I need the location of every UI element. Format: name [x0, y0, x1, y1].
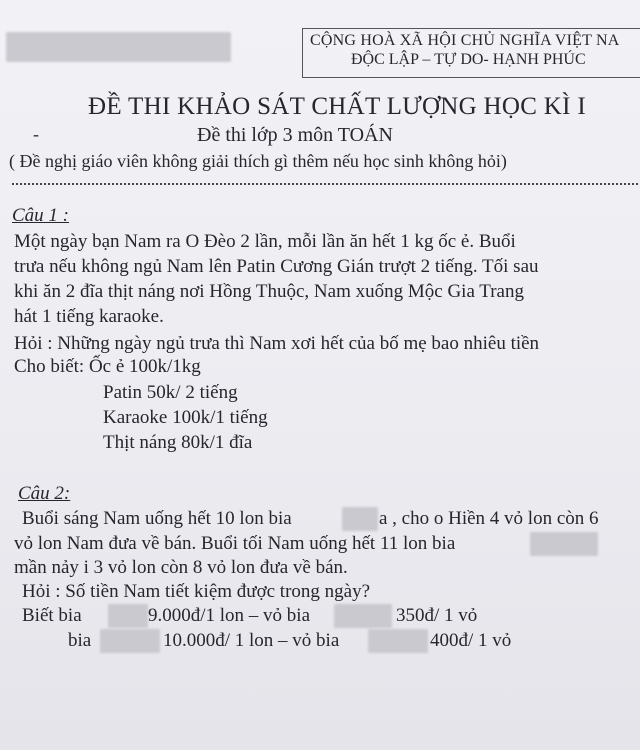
national-motto-line1: CỘNG HOÀ XÃ HỘI CHỦ NGHĨA VIỆT NA	[310, 32, 620, 49]
redacted-beer-brand	[530, 532, 598, 556]
question-2-line: vỏ lon Nam đưa về bán. Buổi tối Nam uống hết 11 lon bia	[14, 533, 456, 554]
question-2-price: bia	[68, 630, 92, 651]
question-2-price: 9.000đ/1 lon – vỏ bia	[148, 605, 311, 626]
question-2-ask: Hỏi : Số tiền Nam tiết kiệm được trong ngày?	[22, 581, 371, 602]
question-1-heading: Câu 1 :	[12, 205, 69, 226]
dotted-separator	[12, 183, 640, 185]
title-dash: -	[33, 124, 39, 144]
question-2-price: Biết bia	[22, 605, 82, 626]
exam-note: ( Đề nghị giáo viên không giải thích gì thêm nếu học sinh không hỏi)	[9, 151, 507, 171]
exam-title: ĐỀ THI KHẢO SÁT CHẤT LƯỢNG HỌC KÌ I	[88, 93, 586, 120]
redacted-beer-brand	[342, 507, 378, 531]
price-item: Thịt náng 80k/1 đĩa	[103, 432, 253, 453]
question-1-line: hát 1 tiếng karaoke.	[14, 306, 164, 327]
question-2-line: a , cho o Hiền 4 vỏ lon còn 6	[379, 508, 599, 529]
question-2-line: Buổi sáng Nam uống hết 10 lon bia	[22, 508, 292, 529]
redacted-beer-brand	[368, 629, 428, 653]
question-2-price: 400đ/ 1 vỏ	[430, 630, 512, 651]
redacted-beer-brand	[334, 604, 392, 628]
question-1-line: khi ăn 2 đĩa thịt náng nơi Hồng Thuộc, Nam xuống Mộc Gia Trang	[14, 281, 524, 302]
price-item: Patin 50k/ 2 tiếng	[103, 382, 238, 403]
question-2-heading: Câu 2:	[18, 483, 71, 504]
question-2-price: 10.000đ/ 1 lon – vỏ bia	[163, 630, 340, 651]
price-item: Karaoke 100k/1 tiếng	[103, 407, 268, 428]
question-2-line: mần nảy i 3 vỏ lon còn 8 vỏ lon đưa về bán.	[14, 557, 348, 578]
national-motto-line2: ĐỘC LẬP – TỰ DO- HẠNH PHÚC	[351, 51, 586, 68]
question-2-price: 350đ/ 1 vỏ	[396, 605, 478, 626]
question-1-line: Một ngày bạn Nam ra O Đèo 2 lần, mỗi lần ăn hết 1 kg ốc ẻ. Buổi	[14, 231, 516, 252]
redacted-beer-brand	[100, 629, 160, 653]
redacted-beer-brand	[108, 604, 148, 628]
question-1-ask: Hỏi : Những ngày ngủ trưa thì Nam xơi hết của bố mẹ bao nhiêu tiền	[14, 333, 540, 354]
exam-subtitle: Đề thi lớp 3 môn TOÁN	[197, 124, 393, 146]
redacted-school-name	[6, 32, 231, 62]
question-1-given: Cho biết: Ốc ẻ 100k/1kg	[14, 356, 201, 377]
question-1-line: trưa nếu không ngủ Nam lên Patin Cương Gián trượt 2 tiếng. Tối sau	[14, 256, 539, 277]
